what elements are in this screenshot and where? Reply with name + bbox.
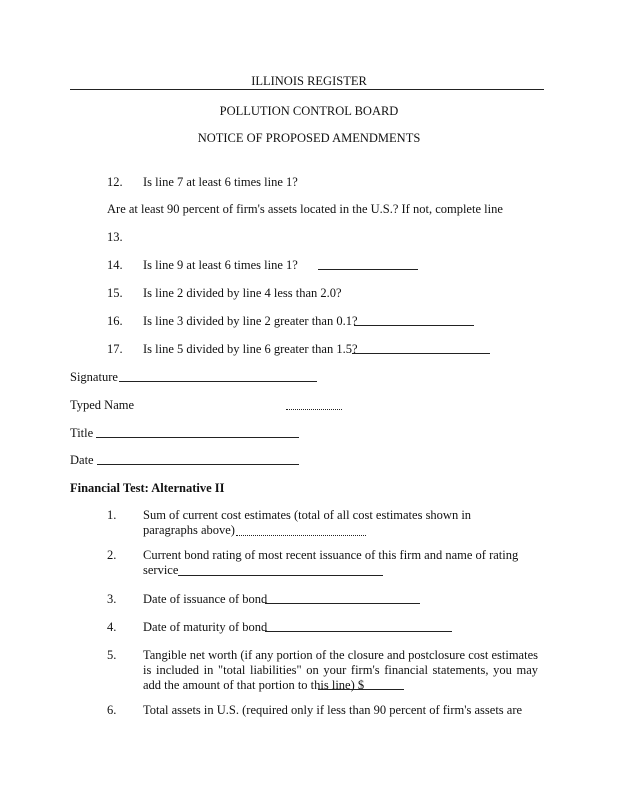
item-text: Sum of current cost estimates (total of all cost estimates shown in paragraphs above)	[143, 508, 472, 537]
answer-blank[interactable]	[178, 564, 383, 576]
question-num: 15.	[107, 286, 123, 300]
answer-blank[interactable]	[354, 314, 474, 326]
title-line[interactable]	[96, 426, 299, 438]
question-num: 14.	[107, 258, 123, 272]
item-text: Date of maturity of bond	[143, 620, 268, 634]
question-text: Is line 5 divided by line 6 greater than 1.5?	[143, 342, 358, 356]
question-text: Is line 3 divided by line 2 greater than 0.1?	[143, 314, 358, 328]
item-num: 6.	[107, 703, 117, 717]
answer-blank[interactable]	[318, 678, 404, 690]
question-num: 17.	[107, 342, 123, 356]
answer-blank[interactable]	[352, 342, 490, 354]
answer-blank[interactable]	[236, 524, 366, 536]
item-text: Total assets in U.S. (required only if less than 90 percent of firm's assets are	[143, 703, 523, 717]
question-text: Is line 9 at least 6 times line 1?	[143, 258, 298, 272]
signature-label: Signature	[70, 370, 118, 384]
typed-name-line[interactable]	[286, 398, 342, 410]
date-label: Date	[70, 453, 94, 467]
item-num: 2.	[107, 548, 117, 562]
question-num: 12.	[107, 175, 123, 189]
item-num: 1.	[107, 508, 117, 522]
title-label: Title	[70, 426, 94, 440]
question-text: Are at least 90 percent of firm's assets located in the U.S.? If not, complete line	[107, 202, 503, 216]
item-num: 4.	[107, 620, 117, 634]
item-num: 5.	[107, 648, 117, 662]
answer-blank[interactable]	[318, 258, 418, 270]
question-num: 16.	[107, 314, 123, 328]
answer-blank[interactable]	[265, 620, 452, 632]
header-divider	[70, 89, 544, 90]
answer-blank[interactable]	[265, 592, 420, 604]
signature-line[interactable]	[119, 370, 317, 382]
item-num: 3.	[107, 592, 117, 606]
item-text: Current bond rating of most recent issuance of this firm and name of rating service	[143, 548, 519, 577]
date-line[interactable]	[97, 453, 299, 465]
notice-title: NOTICE OF PROPOSED AMENDMENTS	[197, 131, 421, 145]
board-title: POLLUTION CONTROL BOARD	[219, 104, 399, 118]
register-title: ILLINOIS REGISTER	[251, 74, 367, 88]
item-text: Tangible net worth (if any portion of the closure and postclosure cost estimates is included in "total liabilities" on your firm's financial statements, you may add the amount of that portion to this line) $	[143, 648, 538, 692]
typed-name-label: Typed Name	[70, 398, 135, 412]
item-text: Date of issuance of bond	[143, 592, 268, 606]
section-title: Financial Test: Alternative II	[70, 481, 225, 495]
question-num: 13.	[107, 230, 123, 244]
question-text: Is line 2 divided by line 4 less than 2.0?	[143, 286, 342, 300]
question-text: Is line 7 at least 6 times line 1?	[143, 175, 298, 189]
